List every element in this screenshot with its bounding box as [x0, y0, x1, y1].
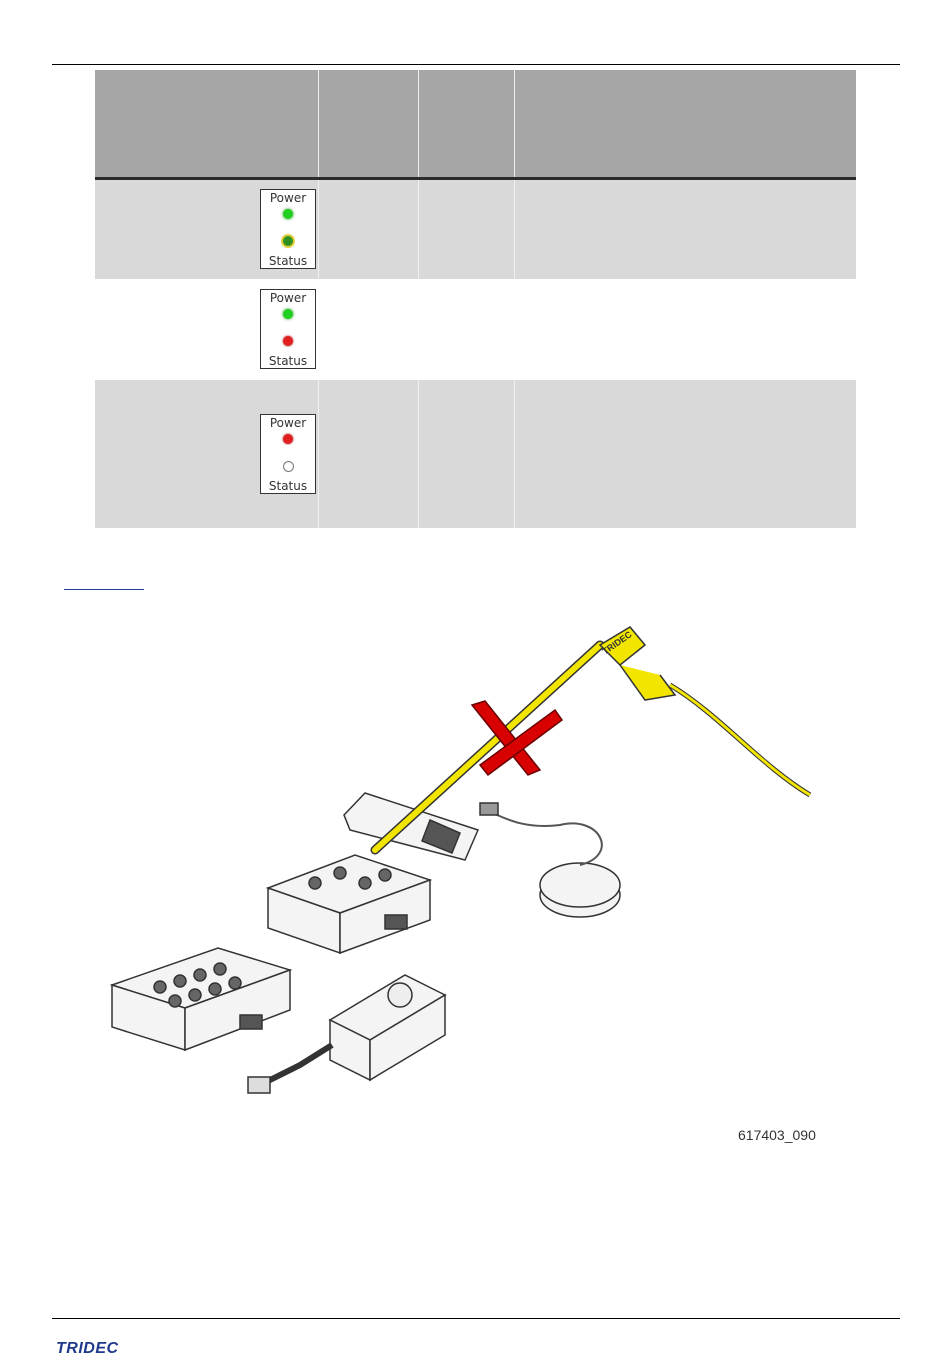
status-led-blinking-icon	[283, 236, 293, 246]
header-cell	[514, 70, 856, 179]
table-cell	[418, 179, 514, 279]
status-label: Status	[268, 254, 308, 269]
footer-rule	[52, 1318, 900, 1319]
indicator-cell	[95, 380, 318, 528]
table-cell	[318, 179, 418, 279]
table-cell	[514, 179, 856, 279]
pressure-washer-icon	[375, 627, 810, 850]
status-label: Status	[268, 354, 308, 368]
header-cell	[95, 70, 318, 179]
power-led-icon	[283, 309, 293, 319]
power-led-icon	[283, 209, 293, 219]
prohibition-cross-icon	[472, 701, 562, 775]
gun-brand-label: TRIDEC	[600, 629, 634, 657]
table-row	[95, 179, 856, 279]
led-indicator	[260, 289, 316, 369]
table-cell	[514, 380, 856, 528]
led-indicator	[260, 189, 316, 269]
table-row	[95, 279, 856, 380]
table-row	[95, 380, 856, 528]
figure-caption: 617403_090	[738, 1127, 816, 1143]
led-indicator	[260, 414, 316, 494]
status-label: Status	[268, 478, 308, 493]
io-module-large-icon	[112, 948, 290, 1050]
table-cell	[514, 279, 856, 380]
power-label: Power	[269, 415, 307, 430]
hyperlink-underline[interactable]	[64, 589, 144, 590]
table-cell	[418, 380, 514, 528]
header-cell	[418, 70, 514, 179]
table-header-row	[95, 70, 856, 179]
table-cell	[418, 279, 514, 380]
led-status-table	[95, 70, 856, 528]
power-led-icon	[283, 434, 293, 444]
power-label: Power	[269, 291, 307, 305]
power-label: Power	[269, 191, 307, 206]
indicator-cell	[95, 179, 318, 279]
footer-brand-logo: TRIDEC	[56, 1340, 119, 1357]
header-cell	[318, 70, 418, 179]
status-led-icon	[283, 336, 293, 346]
table-cell	[318, 380, 418, 528]
header-rule	[52, 64, 900, 65]
table-cell	[318, 279, 418, 380]
round-sensor-icon	[480, 803, 620, 917]
indicator-cell	[95, 279, 318, 380]
no-pressure-washer-illustration	[100, 615, 850, 1115]
status-led-off-icon	[283, 461, 294, 472]
io-module-icon	[268, 855, 430, 953]
handheld-controller-icon	[344, 793, 478, 860]
